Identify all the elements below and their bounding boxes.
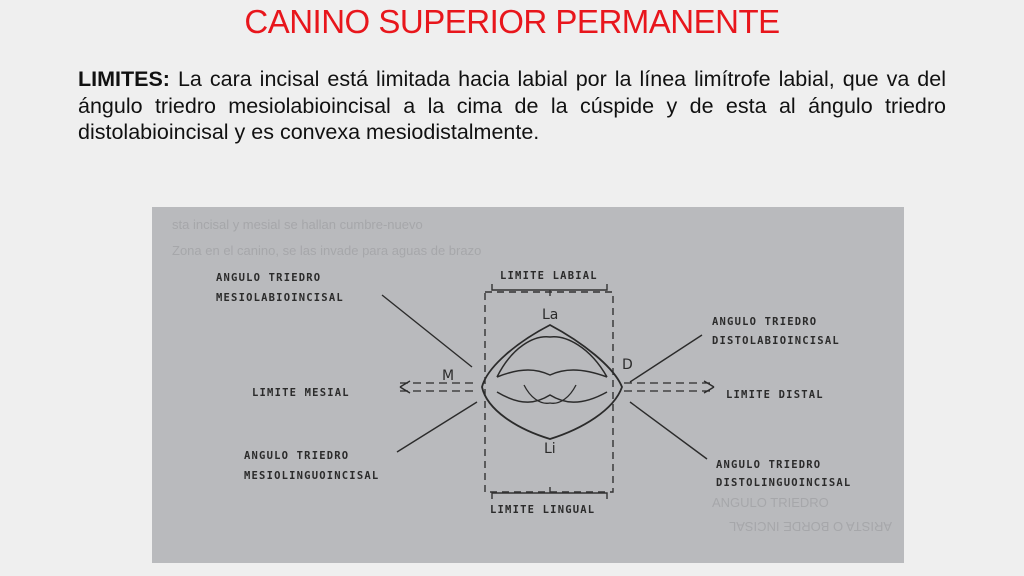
limite-lingual-bracket [492, 487, 607, 499]
bleed-through-text-3: ANGULO TRIEDRO [712, 495, 829, 510]
distal-fossa-line [550, 385, 576, 403]
label-distolabio-1: ANGULO TRIEDRO [712, 316, 818, 328]
slide-title: CANINO SUPERIOR PERMANENTE [244, 3, 780, 40]
label-mesiolabio-2: MESIOLABIOINCISAL [216, 292, 344, 304]
pointer-mesiolabio [382, 295, 472, 367]
body-paragraph [78, 66, 946, 146]
label-mesiolinguo-1: ANGULO TRIEDRO [244, 450, 350, 462]
mesial-fossa-line [524, 385, 550, 403]
labial-cusp-line [497, 337, 607, 377]
pointer-distolabio [630, 335, 702, 382]
body-text: La cara incisal está limitada hacia labial por la línea limítrofe labial, que va del ángulo triedro mesiolabioincisal a la cima de la cúspide y de esta al ángulo triedro distolabioincisal y es convexa mesiodistalmente. [78, 67, 946, 144]
limites-label: LIMITES: [78, 67, 170, 91]
label-distolinguo-1: ANGULO TRIEDRO [716, 459, 822, 471]
label-mesiolabio-1: ANGULO TRIEDRO [216, 272, 322, 284]
mark-m: M [442, 368, 455, 384]
lingual-ridge-line [497, 392, 607, 402]
mark-la: La [542, 307, 559, 323]
label-limite-distal: LIMITE DISTAL [726, 389, 824, 401]
tooth-diagram-scan [152, 207, 904, 563]
label-limite-labial: LIMITE LABIAL [500, 270, 598, 282]
label-limite-lingual: LIMITE LINGUAL [490, 504, 596, 516]
pointer-mesiolinguo [397, 402, 477, 452]
label-distolinguo-2: DISTOLINGUOINCISAL [716, 477, 852, 489]
tooth-outline [482, 325, 622, 439]
incisal-edge-line [497, 370, 607, 377]
bleed-through-text-4: ARISTA O BORDE INCISAL [728, 519, 892, 534]
bleed-through-text-2: Zona en el canino, se las invade para aguas de brazo [172, 243, 482, 258]
mark-d: D [622, 357, 633, 373]
label-distolabio-2: DISTOLABIOINCISAL [712, 335, 840, 347]
label-limite-mesial: LIMITE MESIAL [252, 387, 350, 399]
pointer-distolinguo [630, 402, 707, 459]
bleed-through-text-1: sta incisal y mesial se hallan cumbre-nuevo [172, 217, 423, 232]
tooth-diagram [152, 207, 904, 563]
label-mesiolinguo-2: MESIOLINGUOINCISAL [244, 470, 380, 482]
mark-li: Li [544, 441, 556, 457]
limite-labial-bracket [492, 284, 607, 296]
